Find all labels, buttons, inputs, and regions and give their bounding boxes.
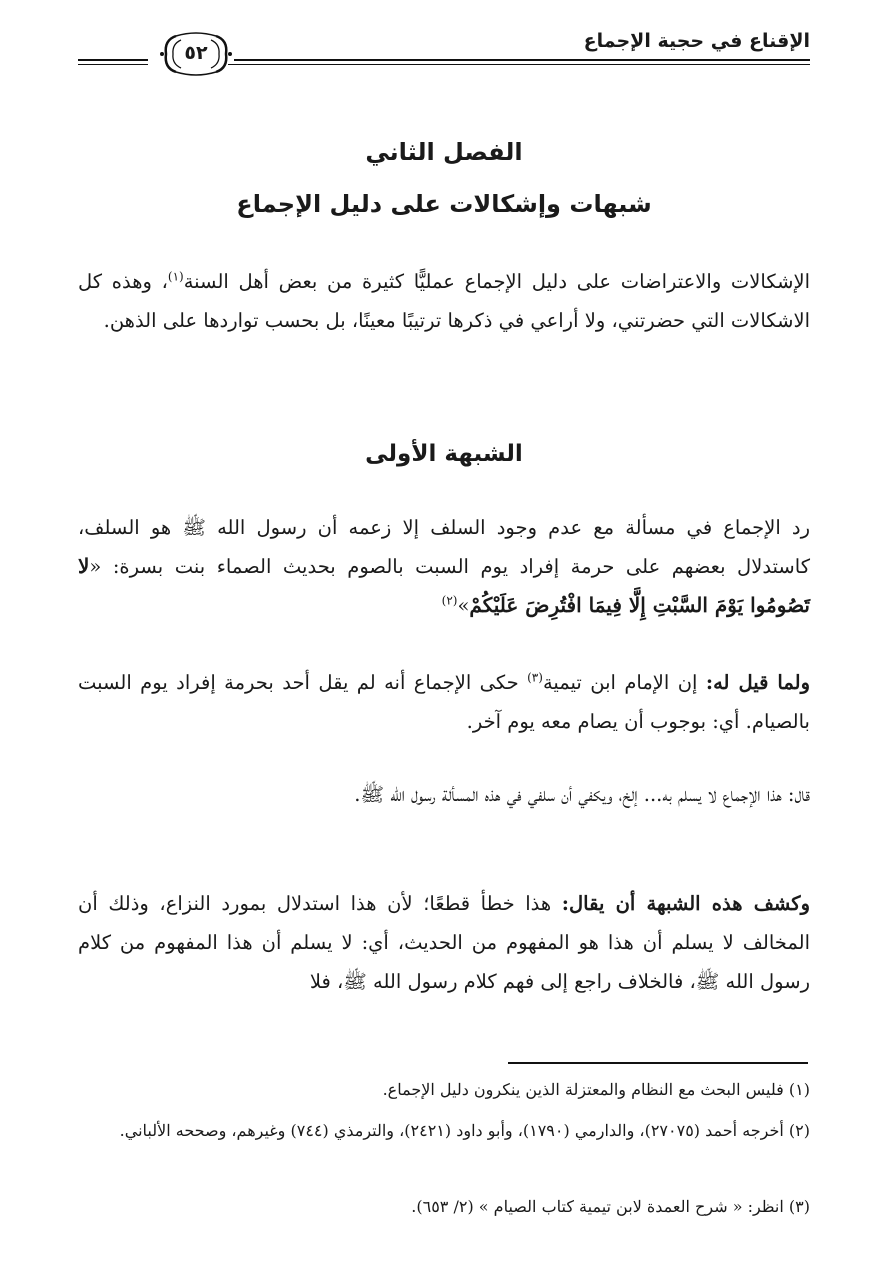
intro-text-cont: ، وهذه كل الاشكالات التي حضرتني، ولا أراعي في ذكرها ترتيبًا معينًا، بل بحسب تواردها على الذهن. xyxy=(78,270,810,332)
section-title: الشبهة الأولى xyxy=(365,441,523,467)
header-rule xyxy=(228,59,810,61)
lead-phrase: وكشف هذه الشبهة أن يقال: xyxy=(561,892,810,915)
footnote-ref[interactable]: (٢) xyxy=(441,593,458,608)
lead-phrase: ولما قيل له: xyxy=(705,671,810,694)
paragraph-refutation xyxy=(78,884,810,1001)
paragraph-text: إن الإمام ابن تيمية xyxy=(542,671,706,694)
footnote-separator xyxy=(508,1062,808,1064)
footnote-3: (٣) انظر: « شرح العمدة لابن تيمية كتاب الصيام » (٢/ ٦٥٣). xyxy=(411,1197,810,1216)
footnote-ref[interactable]: (١) xyxy=(167,269,184,284)
page-number: ٥٢ xyxy=(184,42,208,64)
paragraph-reply xyxy=(78,663,810,741)
chapter-subtitle: شبهات وإشكالات على دليل الإجماع xyxy=(236,190,652,218)
header-rule-left-thin xyxy=(78,64,148,65)
page-number-ornament-icon xyxy=(158,32,234,76)
hadith-quote: لا تَصُومُوا يَوْمَ السَّبْتِ إِلَّا فِيمَا افْتُرِضَ عَلَيْكُمْ xyxy=(78,554,810,617)
paragraph-doubt xyxy=(78,508,810,625)
intro-text: الإشكالات والاعتراضات على دليل الإجماع عمليًّا كثيرة من بعض أهل السنة xyxy=(183,270,810,293)
header-rule-left xyxy=(78,59,148,61)
footnote-1: (١) فليس البحث مع النظام والمعتزلة الذين ينكرون دليل الإجماع. xyxy=(382,1080,810,1099)
paragraph-text: هذا خطأ قطعًا؛ لأن هذا استدلال بمورد النزاع، وذلك أن المخالف لا يسلم أن هذا هو المفهوم من الحديث، أي: لا يسلم أن هذا المفهوم من كلام رسول الله ﷺ، فالخلاف راجع إلى فهم كلام رسول الله ﷺ، فلا xyxy=(78,892,810,993)
running-title: الإقناع في حجية الإجماع xyxy=(583,30,810,52)
header-rule-thin xyxy=(228,64,810,65)
paragraph-claim: قال: هذا الإجماع لا يسلم به... إلخ، ويكفي أن سلفي في هذه المسألة رسول الله ﷺ. xyxy=(354,783,810,806)
paragraph-text: رد الإجماع في مسألة مع عدم وجود السلف إلا زعمه أن رسول الله ﷺ هو السلف، كاستدلال بعضهم على حرمة إفراد يوم السبت بالصوم بحديث الصماء بنت بسرة: « xyxy=(78,516,810,578)
quote-close: » xyxy=(457,594,470,617)
chapter-title: الفصل الثاني xyxy=(365,138,523,166)
page-header xyxy=(78,26,810,76)
paragraph-text-cont: حكى الإجماع أنه لم يقل أحد بحرمة إفراد يوم السبت بالصيام. أي: بوجوب أن يصام معه يوم آخر. xyxy=(78,671,810,733)
footnote-ref[interactable]: (٣) xyxy=(527,670,543,685)
intro-paragraph xyxy=(78,262,810,340)
footnote-2: (٢) أخرجه أحمد (٢٧٠٧٥)، والدارمي (١٧٩٠)، وأبو داود (٢٤٢١)، والترمذي (٧٤٤) وغيرهم، وصححه الألباني. xyxy=(119,1121,810,1140)
